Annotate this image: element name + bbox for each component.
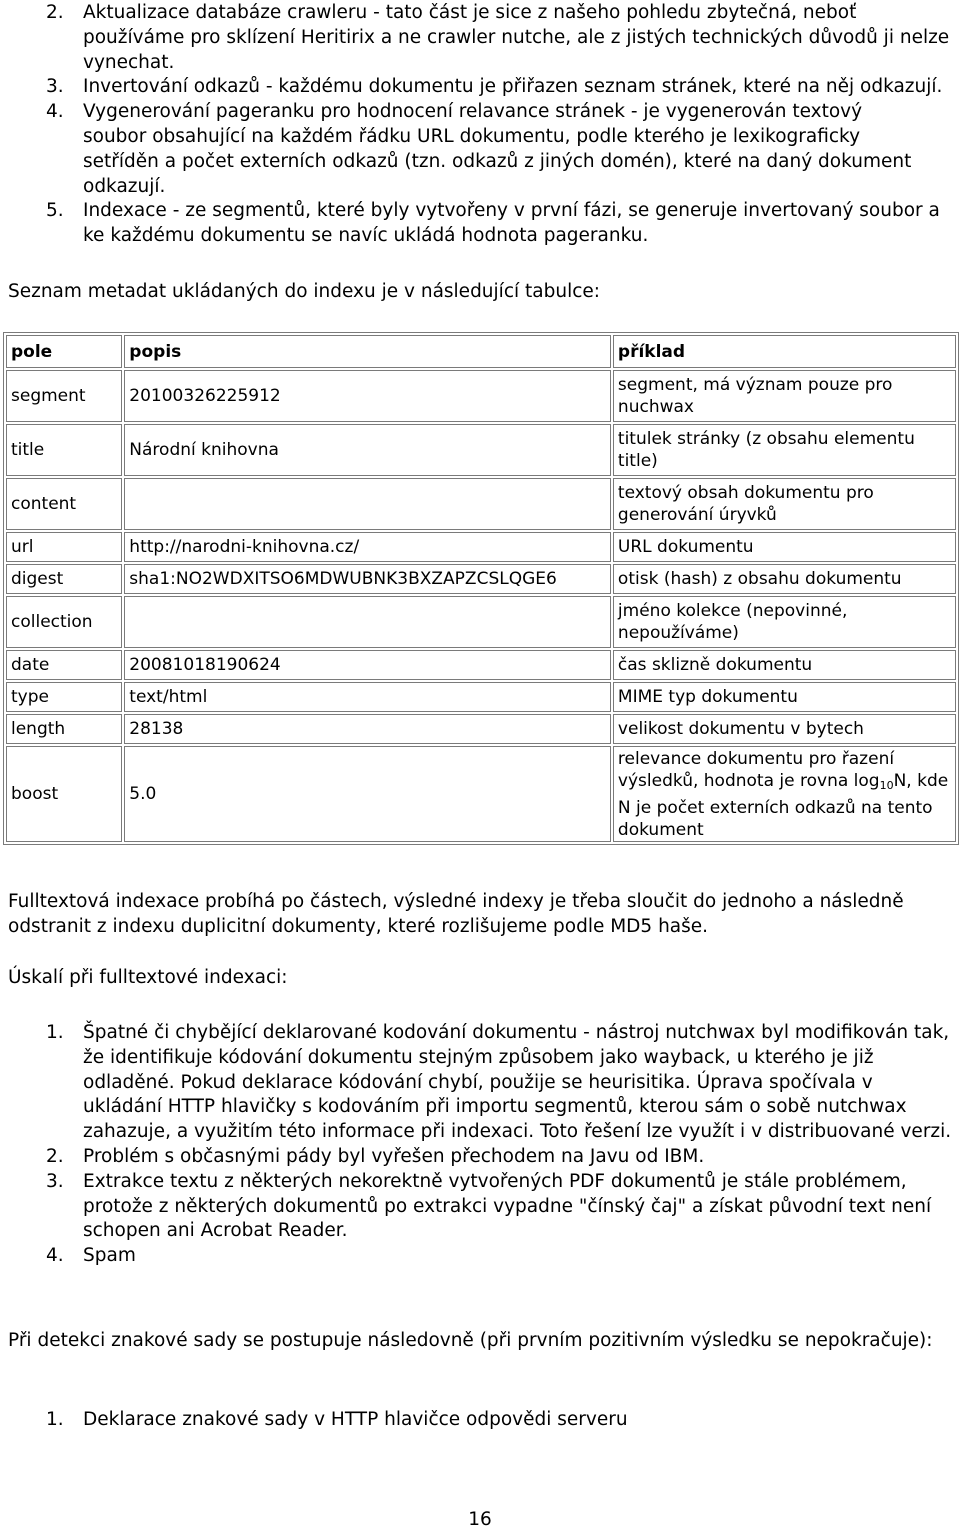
list-text: Deklarace znakové sady v HTTP hlavičce odpovědi serveru (83, 1409, 628, 1430)
list-number: 2. (46, 1145, 64, 1167)
value-cell: 20100326225912 (124, 370, 611, 422)
list-number: 1. (46, 1409, 64, 1430)
table-row (6, 370, 956, 422)
list-number: 1. (46, 1022, 64, 1043)
column-header: pole (6, 335, 122, 368)
table-row (6, 424, 956, 476)
table-row (6, 478, 956, 530)
pitfalls-list (0, 1021, 960, 1269)
description-cell (613, 746, 956, 842)
list-item (0, 1170, 960, 1244)
charset-detection-list (0, 1408, 960, 1433)
field-cell: date (6, 650, 122, 680)
table-row (6, 650, 956, 680)
table-row (6, 682, 956, 712)
description-cell: titulek stránky (z obsahu elementu title) (613, 424, 956, 476)
list-number: 4. (46, 1245, 64, 1267)
value-cell: 28138 (124, 714, 611, 744)
list-text: Vygenerování pageranku pro hodnocení relavance stránek - je vygenerován textový soubor obsahující na každém řádku URL dokumentu, podle kterého je lexikograficky setříděn a počet externích odkazů (tzn. odkazů z jiných domén), které na daný dokument odkazují. (83, 101, 912, 197)
value-cell: Národní knihovna (124, 424, 611, 476)
column-header: příklad (613, 335, 956, 368)
list-number: 3. (46, 76, 64, 98)
description-cell: textový obsah dokumentu pro generování úryvků (613, 478, 956, 530)
field-cell: boost (6, 746, 122, 842)
list-item (0, 1021, 960, 1145)
description-cell: otisk (hash) z obsahu dokumentu (613, 564, 956, 594)
table-row (6, 746, 956, 842)
list-number: 5. (46, 200, 64, 222)
list-item (0, 100, 960, 199)
field-cell: content (6, 478, 122, 530)
page-number: 16 (468, 1509, 492, 1530)
field-cell: type (6, 682, 122, 712)
table-row (6, 596, 956, 648)
list-text: Invertování odkazů - každému dokumentu je přiřazen seznam stránek, které na něj odkazují. (83, 76, 943, 98)
value-cell (124, 596, 611, 648)
list-item (0, 1408, 960, 1433)
list-text: Aktualizace databáze crawleru - tato část je sice z našeho pohledu zbytečná, neboť používáme pro sklízení Heritirix a ne crawler nutche, ale z jistých technických důvodů ji nelze vynechat. (83, 2, 950, 73)
field-cell: length (6, 714, 122, 744)
metadata-table (3, 332, 959, 845)
description-cell: segment, má význam pouze pro nuchwax (613, 370, 956, 422)
description-cell: jméno kolekce (nepovinné, nepoužíváme) (613, 596, 956, 648)
description-text: relevance dokumentu pro řazení výsledků, hodnota je rovna log (617, 748, 895, 791)
list-number: 4. (46, 101, 64, 123)
table-row (6, 532, 956, 562)
value-cell (124, 478, 611, 530)
description-cell: velikost dokumentu v bytech (613, 714, 956, 744)
paragraph: Při detekci znakové sady se postupuje následovně (při prvním pozitivním výsledku se nepokračuje): (8, 1330, 933, 1351)
column-header: popis (124, 335, 611, 368)
table-row (6, 714, 956, 744)
description-cell: čas sklizně dokumentu (613, 650, 956, 680)
field-cell: digest (6, 564, 122, 594)
process-steps-list (0, 1, 960, 249)
list-text: Špatné či chybějící deklarované kodování dokumentu - nástroj nutchwax byl modifikován tak, že identifikuje kódování dokumentu stejným způsobem jako wayback, u kterého je již odladěné. Pokud deklarace kódování chybí, použije se heurisitika. Úprava spočívala v ukládání HTTP hlavičky s kodováním při importu segmentů, kterou sám o sobě nutchwax zahazuje, a využitím této informace při indexaci. Toto řešení lze využít i v distribuované verzi. (83, 1022, 952, 1143)
value-cell: 20081018190624 (124, 650, 611, 680)
description-text: N, kde N je počet externích odkazů na tento dokument (617, 770, 949, 840)
list-item (0, 75, 960, 100)
list-item (0, 1, 960, 75)
table-header-row (6, 335, 956, 368)
list-text: Spam (83, 1245, 136, 1267)
value-cell: text/html (124, 682, 611, 712)
value-cell: sha1:NO2WDXITSO6MDWUBNK3BXZAPZCSLQGE6 (124, 564, 611, 594)
paragraph: Fulltextová indexace probíhá po částech, výsledné indexy je třeba sloučit do jednoho a následně odstranit z indexu duplicitní dokumenty, které rozlišujeme podle MD5 haše. (8, 891, 904, 937)
value-cell: 5.0 (124, 746, 611, 842)
description-cell: MIME typ dokumentu (613, 682, 956, 712)
list-number: 3. (46, 1170, 64, 1192)
list-item (0, 199, 960, 249)
description-cell: URL dokumentu (613, 532, 956, 562)
field-cell: title (6, 424, 122, 476)
list-text: Indexace - ze segmentů, které byly vytvořeny v první fázi, se generuje invertovaný soubor a ke každému dokumentu se navíc ukládá hodnota pageranku. (83, 200, 940, 247)
field-cell: collection (6, 596, 122, 648)
field-cell: segment (6, 370, 122, 422)
list-number: 2. (46, 2, 64, 23)
list-text: Extrakce textu z některých nekorektně vytvořených PDF dokumentů je stále problémem, protože z některých dokumentů po extrakci vypadne "čínský čaj" a získat původní text není schopen ani Acrobat Reader. (83, 1170, 932, 1242)
list-item (0, 1244, 960, 1269)
list-item (0, 1145, 960, 1170)
table-row (6, 564, 956, 594)
value-cell: http://narodni-knihovna.cz/ (124, 532, 611, 562)
list-text: Problém s občasnými pády byl vyřešen přechodem na Javu od IBM. (83, 1145, 705, 1167)
section-heading: Úskalí při fulltextové indexaci: (8, 967, 288, 988)
field-cell: url (6, 532, 122, 562)
log-base-subscript: 10 (879, 778, 894, 792)
table-intro: Seznam metadat ukládaných do indexu je v následující tabulce: (8, 281, 600, 302)
